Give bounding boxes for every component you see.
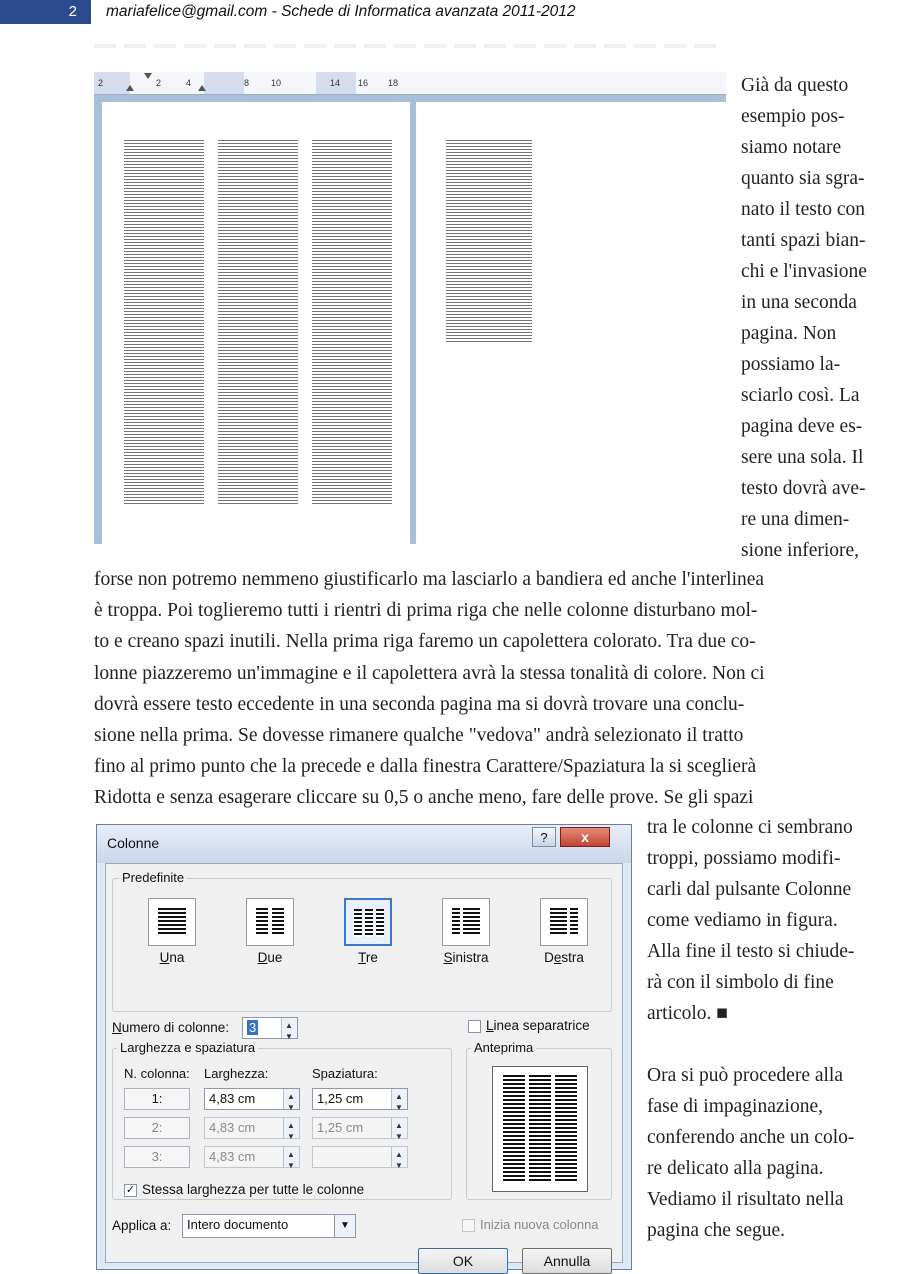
spacing-input[interactable]: 1,25 cm ▲ ▼ [312,1088,408,1110]
dialog-title: Colonne [107,835,160,851]
chevron-down-icon[interactable]: ▼ [334,1215,355,1237]
preset-label-one: Una [159,950,185,965]
preset-label-three: Tre [358,950,378,965]
ruler-tick: 18 [388,78,399,88]
text-line: to e creano spazi inutili. Nella prima riga faremo un capolettera colorato. Tra due co- [94,631,756,653]
ruler-tick: 14 [330,78,341,88]
preset-three-columns[interactable] [344,898,392,946]
spinner-icon[interactable] [281,1018,297,1038]
text-line: quanto sia sgra- [741,168,865,189]
text-line: testo dovrà ave- [741,478,866,499]
body-text-narrow [647,812,900,1246]
column-preview-icon [256,908,268,936]
text-line: articolo. ■ [647,1003,729,1024]
text-line: sciarlo così. La [741,385,860,406]
equal-width-label: Stessa larghezza per tutte le colonne [142,1182,365,1197]
ruler-tick: 10 [271,78,282,88]
apply-label: Applica a: [112,1218,172,1233]
text-line: sione inferiore, [741,540,860,561]
spacing-input [312,1146,408,1168]
text-line: re delicato alla pagina. [647,1158,824,1179]
ruler-tick: 2 [98,78,104,88]
col-header: N. colonna: [124,1066,190,1081]
text-line: Già da questo [741,75,849,96]
num-columns-input[interactable]: 3 ▲ ▼ [242,1017,298,1039]
column-preview-icon [365,909,373,937]
text-line: nato il testo con [741,199,866,220]
text-line: lonne piazzeremo un'immagine e il capolettera avrà la stessa tonalità di colore. Non ci [94,662,765,684]
preset-left[interactable] [442,898,490,946]
separator-label: Linea separatrice [486,1018,590,1033]
preview-column [555,1075,577,1183]
text-line: sione nella prima. Se dovesse rimanere qualche "vedova" andrà selezionato il tratto [94,725,744,747]
page-number: 2 [0,0,91,24]
preset-label-two: Due [257,950,283,965]
column-preview-icon [452,908,460,936]
width-header: Larghezza: [204,1066,269,1081]
column-preview-icon [354,909,362,937]
spacing-header: Spaziatura: [312,1066,378,1081]
ruler-tick: 4 [186,78,192,88]
body-text-narrow [741,70,900,566]
dialog-body [105,863,623,1269]
help-button[interactable]: ? [532,827,556,847]
column-preview-icon [570,908,578,936]
preview-label: Anteprima [471,1040,536,1055]
text-line: rà con il simbolo di fine [647,972,834,993]
text-line: come vediamo in figura. [647,910,838,931]
text-line: pagina. Non [741,323,837,344]
text-line [647,1029,900,1060]
text-column [218,140,298,504]
width-input: 4,83 cm ▲ ▼ [204,1146,300,1168]
text-line: Ora si può procedere alla [647,1065,843,1086]
spinner-icon[interactable] [283,1089,299,1109]
presets-label: Predefinite [119,870,187,885]
text-line: tra le colonne ci sembrano [647,817,853,838]
text-line: re una dimen- [741,509,850,530]
column-preview-icon [272,908,284,936]
spinner-icon[interactable] [391,1089,407,1109]
equal-width-checkbox[interactable]: ✓ [125,1184,136,1196]
column-preview-icon [463,908,480,936]
text-line: Ridotta e senza esagerare cliccare su 0,5 o anche meno, fare delle prove. Se gli spazi [94,787,754,809]
text-line: Alla fine il testo si chiude- [647,941,855,962]
column-number: 1: [124,1088,190,1110]
text-line: chi e l'invasione [741,261,867,282]
preset-two-columns[interactable] [246,898,294,946]
text-line: troppi, possiamo modifi- [647,848,841,869]
separator-checkbox[interactable] [468,1020,481,1033]
indent-marker-icon[interactable] [144,73,152,79]
text-line: siamo notare [741,137,842,158]
column-preview-icon [376,909,384,937]
text-line: in una seconda [741,292,857,313]
column-number: 3: [124,1146,190,1168]
word-layout-screenshot [94,72,726,544]
apply-select[interactable]: Intero documento ▼ [182,1214,356,1238]
text-line: possiamo la- [741,354,841,375]
text-line: dovrà essere testo eccedente in una seconda pagina ma si dovrà trovare una conclu- [94,693,745,715]
columns-dialog [96,824,632,1270]
spinner-icon [283,1147,299,1167]
text-line: sere una sola. Il [741,447,864,468]
spacing-input: 1,25 cm ▲ ▼ [312,1117,408,1139]
column-number: 2: [124,1117,190,1139]
header-title: mariafelice@gmail.com - Schede di Informatica avanzata 2011-2012 [106,3,576,20]
column-preview-icon [158,908,186,936]
text-line: pagina che segue. [647,1220,786,1241]
text-line: fase di impaginazione, [647,1096,823,1117]
width-spacing-label: Larghezza e spaziatura [117,1040,258,1055]
text-line: forse non potremo nemmeno giustificarlo ma lasciarlo a bandiera ed anche l'interlinea [94,569,765,590]
page-preview [492,1066,588,1192]
decorative-divider [94,44,724,48]
spinner-icon [391,1147,407,1167]
cancel-button[interactable]: Annulla [522,1248,612,1274]
text-line: è troppa. Poi toglieremo tutti i rientri di prima riga che nelle colonne disturbano mol- [94,600,758,622]
text-line: pagina deve es- [741,416,863,437]
document-page [102,102,410,544]
num-columns-label: Numero di colonne: [112,1020,230,1035]
ruler [94,72,726,95]
text-line: fino al primo punto che la precede e dalla finestra Carattere/Spaziatura la si sceglierà [94,756,757,778]
preset-label-left: Sinistra [443,950,489,965]
document-page [416,102,726,544]
preset-one-column[interactable] [148,898,196,946]
text-line: esempio pos- [741,106,845,127]
indent-marker-icon[interactable] [126,85,134,91]
close-button[interactable]: x [560,827,610,847]
width-input: 4,83 cm ▲ ▼ [204,1117,300,1139]
preview-column [503,1075,525,1183]
ruler-tick: 2 [156,78,162,88]
indent-marker-icon[interactable] [198,85,206,91]
page-header [0,0,900,24]
preset-right[interactable] [540,898,588,946]
spinner-icon [391,1118,407,1138]
dialog-titlebar [97,825,631,863]
ruler-column-gap [204,72,244,94]
text-line: Vediamo il risultato nella [647,1189,844,1210]
text-line: carli dal pulsante Colonne [647,879,852,900]
text-column [312,140,392,504]
ruler-tick: 8 [244,78,250,88]
text-column [124,140,204,504]
new-column-label: Inizia nuova colonna [480,1217,599,1232]
preset-label-right: Destra [544,950,584,965]
text-line: tanti spazi bian- [741,230,866,251]
column-preview-icon [550,908,567,936]
preview-column [529,1075,551,1183]
text-column [446,140,532,344]
body-text-full [94,564,900,814]
width-input[interactable]: 4,83 cm ▲ ▼ [204,1088,300,1110]
ruler-tick: 16 [358,78,369,88]
new-column-checkbox [462,1219,475,1232]
ok-button[interactable]: OK [418,1248,508,1274]
spinner-icon [283,1118,299,1138]
text-line: conferendo anche un colo- [647,1127,855,1148]
